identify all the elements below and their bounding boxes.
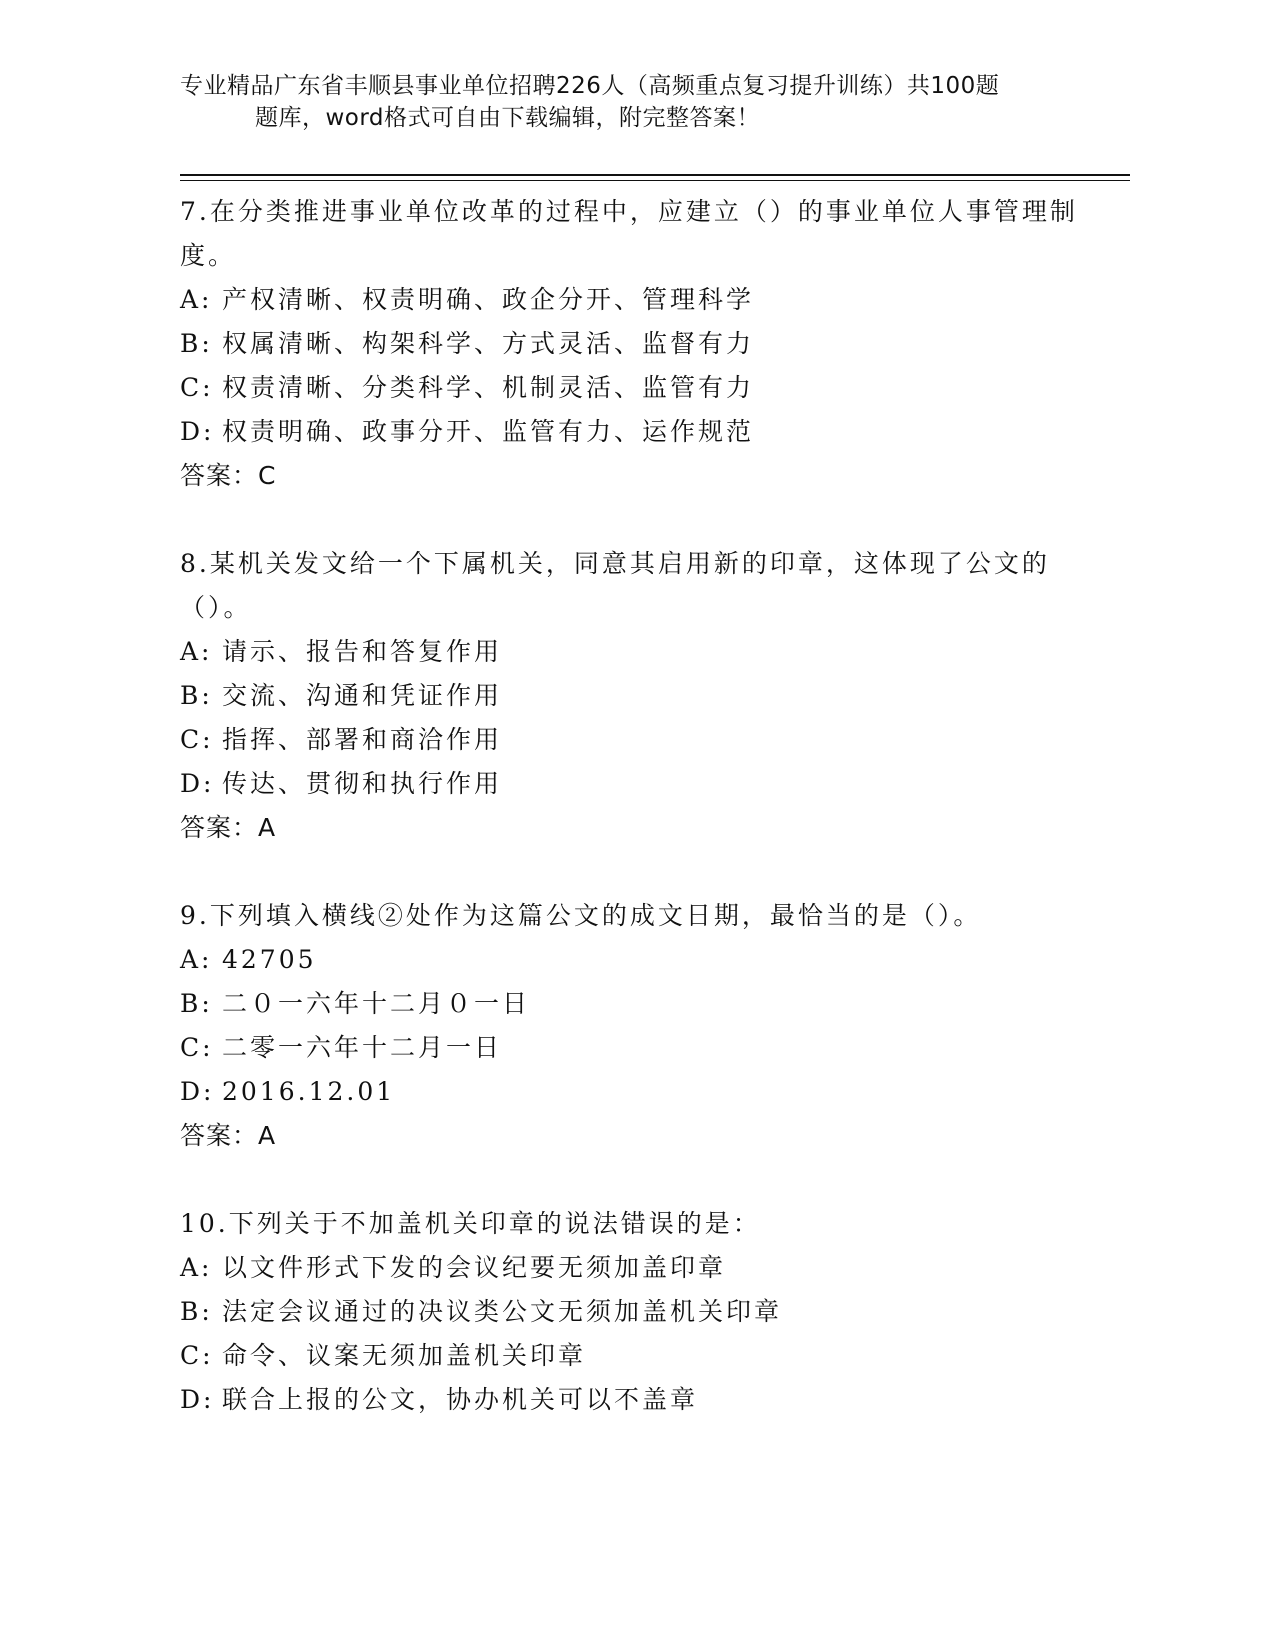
option-key: A:	[180, 637, 213, 666]
question-text: 8.某机关发文给一个下属机关，同意其启用新的印章，这体现了公文的（）。	[180, 549, 1050, 622]
option-key: A:	[180, 1253, 213, 1282]
option-d	[180, 1378, 1080, 1422]
option-text: 权责明确、政事分开、监管有力、运作规范	[222, 417, 755, 446]
answer-line	[180, 454, 1080, 498]
option-text: 二零一六年十二月一日	[222, 1033, 503, 1062]
answer-value: C	[258, 461, 277, 490]
option-text: 产权清晰、权责明确、政企分开、管理科学	[222, 285, 755, 314]
option-b	[180, 674, 1080, 718]
header-rule-thick	[180, 174, 1130, 176]
question-text: 9.下列填入横线②处作为这篇公文的成文日期，最恰当的是（）。	[180, 901, 982, 930]
option-b	[180, 322, 1080, 366]
answer-label: 答案：	[180, 813, 259, 842]
option-key: B:	[180, 989, 213, 1018]
option-a	[180, 630, 1080, 674]
option-b	[180, 982, 1080, 1026]
header-rule-thin	[180, 180, 1130, 181]
document-header	[180, 70, 1060, 134]
option-text: 传达、贯彻和执行作用	[222, 769, 503, 798]
question-text: 7.在分类推进事业单位改革的过程中，应建立（）的事业单位人事管理制度。	[180, 197, 1078, 270]
option-b	[180, 1290, 1080, 1334]
option-key: B:	[180, 681, 213, 710]
option-a	[180, 1246, 1080, 1290]
header-title-line2: 题库，word格式可自由下载编辑，附完整答案！	[255, 105, 761, 131]
question-item	[180, 1202, 1080, 1422]
option-c	[180, 718, 1080, 762]
option-key: D:	[180, 417, 215, 446]
answer-value: A	[258, 1121, 277, 1150]
option-key: D:	[180, 769, 215, 798]
option-key: C:	[180, 1341, 214, 1370]
answer-value: A	[258, 813, 277, 842]
option-text: 指挥、部署和商洽作用	[222, 725, 503, 754]
option-d	[180, 762, 1080, 806]
option-text: 权属清晰、构架科学、方式灵活、监督有力	[222, 329, 755, 358]
option-key: D:	[180, 1077, 215, 1106]
answer-line	[180, 1114, 1080, 1158]
option-d	[180, 1070, 1080, 1114]
option-key: A:	[180, 945, 213, 974]
question-item	[180, 542, 1080, 850]
option-text: 法定会议通过的决议类公文无须加盖机关印章	[222, 1297, 783, 1326]
option-text: 联合上报的公文，协办机关可以不盖章	[222, 1385, 699, 1414]
option-key: A:	[180, 285, 213, 314]
header-title-line1: 专业精品广东省丰顺县事业单位招聘226人（高频重点复习提升训练）共100题	[180, 73, 1000, 99]
question-list	[180, 190, 1080, 1422]
answer-label: 答案：	[180, 461, 259, 490]
option-text: 命令、议案无须加盖机关印章	[222, 1341, 587, 1370]
option-d	[180, 410, 1080, 454]
question-item	[180, 190, 1080, 498]
option-key: D:	[180, 1385, 215, 1414]
option-key: C:	[180, 1033, 214, 1062]
answer-label: 答案：	[180, 1121, 259, 1150]
option-a	[180, 938, 1080, 982]
option-key: C:	[180, 725, 214, 754]
option-text: 以文件形式下发的会议纪要无须加盖印章	[222, 1253, 727, 1282]
option-text: 权责清晰、分类科学、机制灵活、监管有力	[222, 373, 755, 402]
option-key: C:	[180, 373, 214, 402]
option-c	[180, 1026, 1080, 1070]
option-text: 交流、沟通和凭证作用	[222, 681, 503, 710]
option-c	[180, 1334, 1080, 1378]
option-key: B:	[180, 329, 213, 358]
option-text: 请示、报告和答复作用	[222, 637, 503, 666]
option-text: 42705	[222, 945, 317, 974]
option-text: 2016.12.01	[222, 1077, 396, 1106]
option-text: 二０一六年十二月０一日	[222, 989, 531, 1018]
option-a	[180, 278, 1080, 322]
option-key: B:	[180, 1297, 213, 1326]
answer-line	[180, 806, 1080, 850]
question-text: 10.下列关于不加盖机关印章的说法错误的是：	[180, 1209, 761, 1238]
question-item	[180, 894, 1080, 1158]
option-c	[180, 366, 1080, 410]
